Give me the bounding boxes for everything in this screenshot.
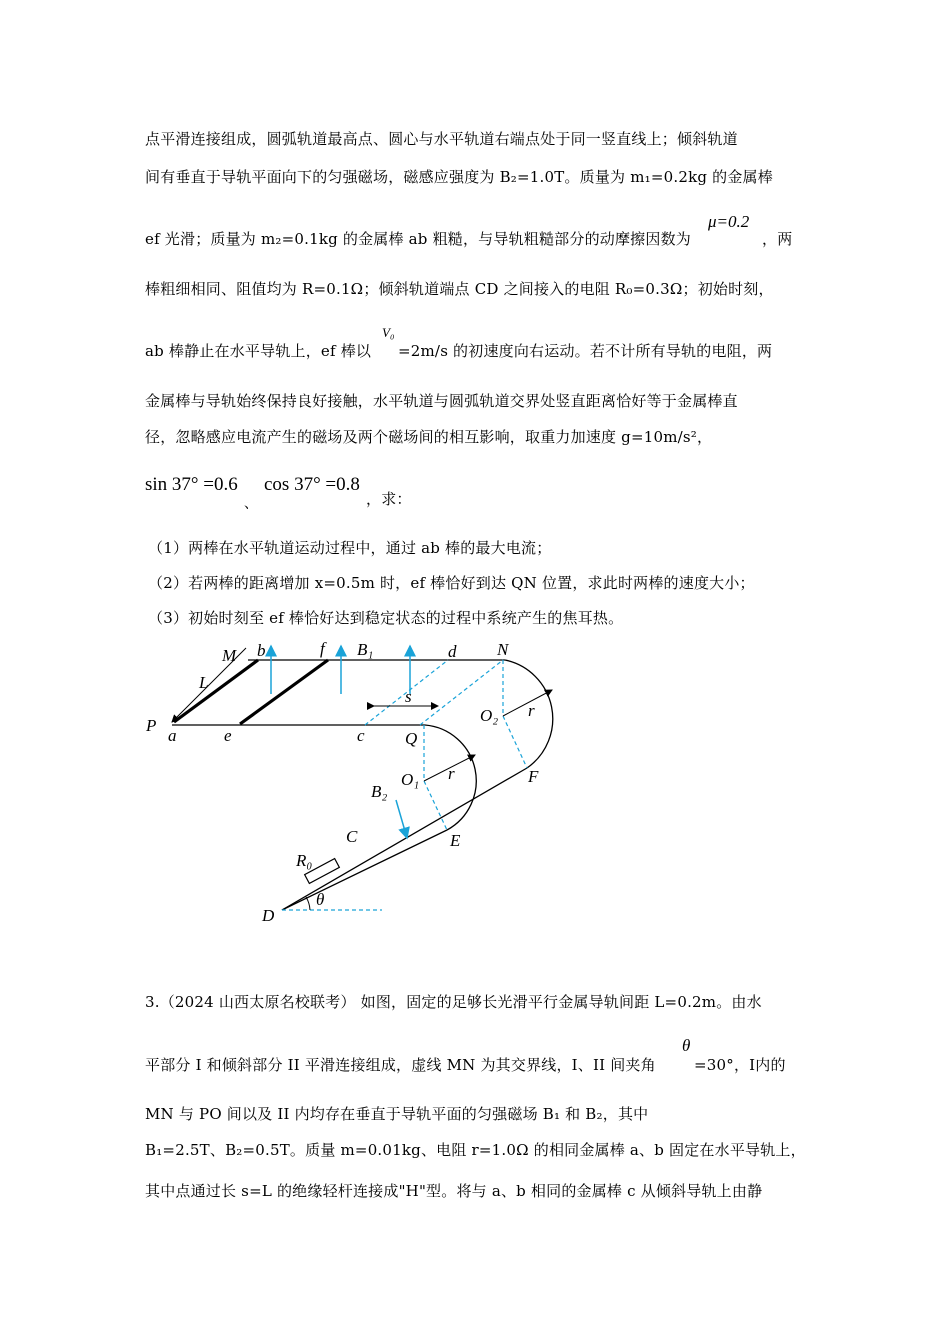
label-d: d xyxy=(448,642,457,661)
p2-line-4: B₁=2.5T、B₂=0.5T。质量 m=0.01kg、电阻 r=1.0Ω 的相同金属棒 a、b 固定在水平导轨上， xyxy=(145,1141,806,1159)
label-theta: θ xyxy=(316,890,325,909)
bar-ef xyxy=(240,660,328,724)
label-s: s xyxy=(405,687,412,706)
label-P: P xyxy=(146,716,157,735)
label-c: c xyxy=(357,726,365,745)
trig-separator: 、 xyxy=(244,496,258,512)
label-f: f xyxy=(320,639,325,658)
label-a: a xyxy=(168,726,177,745)
label-B1: B₁ xyxy=(357,640,374,659)
p2-line-2a: 平部分 I 和倾斜部分 II 平滑连接组成，虚线 MN 为其交界线，I、II 间夹角 xyxy=(145,1056,656,1074)
label-e: e xyxy=(224,726,232,745)
label-r2: r xyxy=(528,701,535,720)
label-E: E xyxy=(450,831,461,850)
label-D: D xyxy=(262,906,275,925)
p2-line-3: MN 与 PO 间以及 II 内均存在垂直于导轨平面的匀强磁场 B₁ 和 B₂，其中 xyxy=(145,1105,649,1123)
text-line-3: ef 光滑；质量为 m₂=0.1kg 的金属棒 ab 粗糙，与导轨粗糙部分的动摩擦因数为 xyxy=(145,230,691,248)
label-r1: r xyxy=(448,764,455,783)
label-O1: O₁ xyxy=(401,770,420,789)
label-B2: B₂ xyxy=(371,782,388,801)
label-C: C xyxy=(346,827,358,846)
mu-formula: μ=0.2 xyxy=(708,212,750,231)
question-3: （3）初始时刻至 ef 棒恰好达到稳定状态的过程中系统产生的焦耳热。 xyxy=(148,609,624,627)
label-b: b xyxy=(257,641,266,660)
p2-line-1: 3.（2024 山西太原名校联考） 如图，固定的足够长光滑平行金属导轨间距 L=0.2m。由水 xyxy=(145,993,762,1011)
text-line-3-end: ，两 xyxy=(762,230,793,248)
text-line-2: 间有垂直于导轨平面向下的匀强磁场，磁感应强度为 B₂=1.0T。质量为 m₁=0.2kg 的金属棒 xyxy=(145,168,773,186)
trig-tail: ，求： xyxy=(366,490,412,508)
text-line-6: 金属棒与导轨始终保持良好接触，水平轨道与圆弧轨道交界处竖直距离恰好等于金属棒直 xyxy=(145,392,738,410)
text-line-4: 棒粗细相同、阻值均为 R=0.1Ω；倾斜轨道端点 CD 之间接入的电阻 R₀=0.3Ω；初始时刻， xyxy=(145,280,774,298)
p2-line-2b: =30°，Ⅰ内的 xyxy=(694,1056,786,1074)
text-line-5a: ab 棒静止在水平导轨上，ef 棒以 xyxy=(145,342,372,360)
text-line-7: 径，忽略感应电流产生的磁场及两个磁场间的相互影响，取重力加速度 g=10m/s²， xyxy=(145,428,713,446)
o2-to-F xyxy=(503,716,527,768)
label-N: N xyxy=(497,640,509,659)
theta-symbol: θ xyxy=(682,1036,691,1055)
o1-to-E xyxy=(424,781,447,830)
bar-ab xyxy=(174,660,258,722)
v0-formula: V₀ xyxy=(382,325,395,340)
sin-formula: sin 37° =0.6 xyxy=(145,474,238,495)
p2-line-5: 其中点通过长 s=L 的绝缘轻杆连接成"H"型。将与 a、b 相同的金属棒 c 从倾斜导轨上由静 xyxy=(145,1182,763,1200)
label-O2: O₂ xyxy=(480,706,499,725)
question-1: （1）两棒在水平轨道运动过程中，通过 ab 棒的最大电流； xyxy=(148,539,552,557)
text-line-1: 点平滑连接组成，圆弧轨道最高点、圆心与水平轨道右端点处于同一竖直线上；倾斜轨道 xyxy=(145,130,738,148)
cos-formula: cos 37° =0.8 xyxy=(264,474,360,495)
b2-arrow xyxy=(396,800,407,838)
label-M: M xyxy=(222,646,237,665)
label-F: F xyxy=(528,767,539,786)
label-Q: Q xyxy=(405,729,418,748)
angle-arc xyxy=(306,897,310,910)
outer-incline xyxy=(282,768,527,910)
label-R0: R₀ xyxy=(296,851,313,870)
text-line-5b: =2m/s 的初速度向右运动。若不计所有导轨的电阻，两 xyxy=(398,342,773,360)
label-L: L xyxy=(199,673,209,692)
question-2: （2）若两棒的距离增加 x=0.5m 时，ef 棒恰好到达 QN 位置，求此时两棒的速度大小； xyxy=(148,574,755,592)
